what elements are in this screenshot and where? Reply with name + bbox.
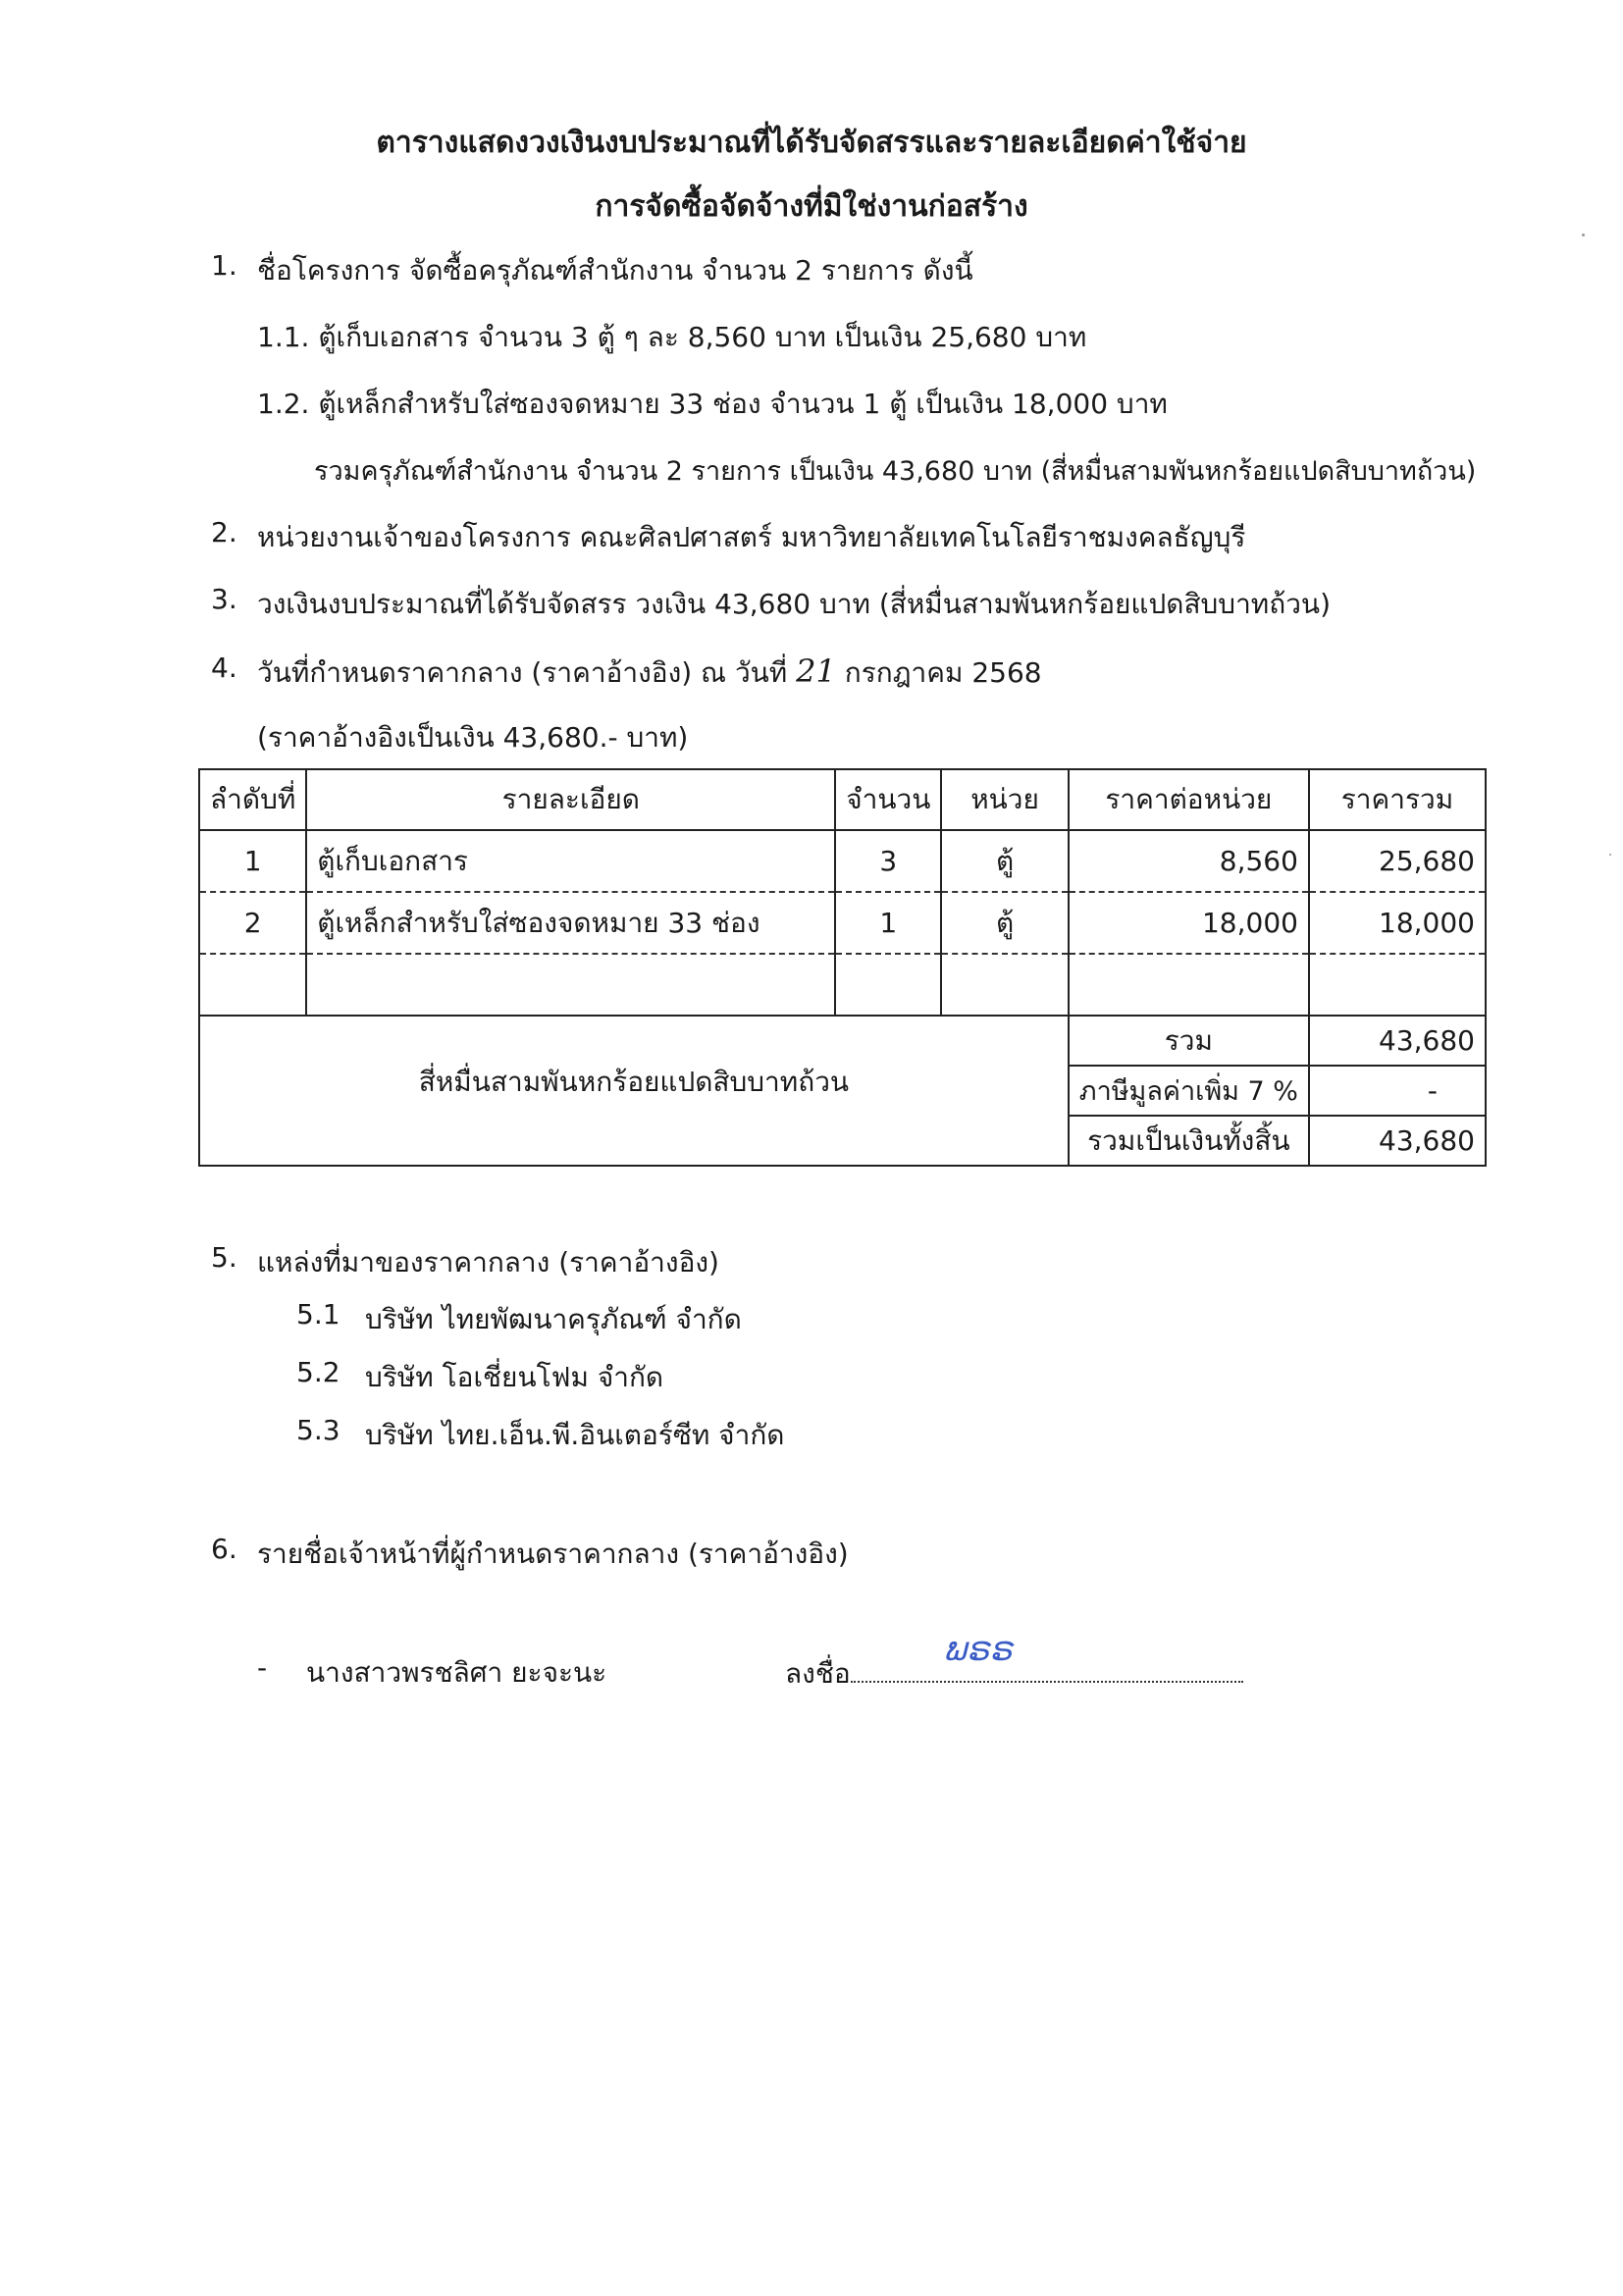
row-unit: ตู้ bbox=[941, 892, 1068, 954]
source-no: 5.1 bbox=[296, 1298, 340, 1331]
row-no: 2 bbox=[199, 892, 306, 954]
section3-number: 3. bbox=[211, 583, 237, 615]
subtotal-label: รวม bbox=[1069, 1016, 1309, 1066]
sign-label: ลงชื่อ bbox=[785, 1657, 851, 1690]
row-total: 18,000 bbox=[1309, 892, 1486, 954]
header-unit-price: ราคาต่อหน่วย bbox=[1069, 769, 1309, 830]
section4-text-before: วันที่กำหนดราคากลาง (ราคาอ้างอิง) ณ วันที่ bbox=[257, 656, 797, 689]
official-bullet: - bbox=[257, 1651, 268, 1684]
source-no: 5.3 bbox=[296, 1414, 340, 1446]
section5-text: แหล่งที่มาของราคากลาง (ราคาอ้างอิง) bbox=[257, 1246, 719, 1278]
scan-speck bbox=[1582, 234, 1585, 236]
source-name: บริษัท ไทย.เอ็น.พี.อินเตอร์ซีท จำกัด bbox=[365, 1419, 785, 1451]
subtotal-value: 43,680 bbox=[1309, 1016, 1486, 1066]
section4-text bbox=[257, 652, 1042, 695]
header-no: ลำดับที่ bbox=[199, 769, 306, 830]
vat-label: ภาษีมูลค่าเพิ่ม 7 % bbox=[1069, 1066, 1309, 1116]
signature-block bbox=[785, 1630, 1243, 1696]
section3-text: วงเงินงบประมาณที่ได้รับจัดสรร วงเงิน 43,680 บาท (สี่หมื่นสามพันหกร้อยแปดสิบบาทถ้วน) bbox=[257, 588, 1331, 620]
section4-text-after: กรกฎาคม 2568 bbox=[835, 656, 1042, 689]
section4-reference: (ราคาอ้างอิงเป็นเงิน 43,680.- บาท) bbox=[257, 721, 689, 754]
empty-cell bbox=[306, 954, 835, 1016]
table-header-row bbox=[199, 769, 1486, 830]
section1-item2: 1.2. ตู้เหล็กสำหรับใส่ซองจดหมาย 33 ช่อง จำนวน 1 ตู้ เป็นเงิน 18,000 บาท bbox=[257, 388, 1168, 420]
header-total: ราคารวม bbox=[1309, 769, 1486, 830]
row-qty: 3 bbox=[835, 830, 941, 892]
row-detail: ตู้เก็บเอกสาร bbox=[306, 830, 835, 892]
section4-number: 4. bbox=[211, 652, 237, 684]
table-row bbox=[199, 892, 1486, 954]
row-no: 1 bbox=[199, 830, 306, 892]
section5-number: 5. bbox=[211, 1241, 237, 1274]
subtotal-row bbox=[199, 1016, 1486, 1066]
source-name: บริษัท ไทยพัฒนาครุภัณฑ์ จำกัด bbox=[365, 1303, 742, 1335]
price-table bbox=[198, 768, 1487, 1167]
section6-text: รายชื่อเจ้าหน้าที่ผู้กำหนดราคากลาง (ราคาอ้างอิง) bbox=[257, 1538, 849, 1570]
source-name: บริษัท โอเชี่ยนโฟม จำกัด bbox=[365, 1361, 664, 1393]
table-row-empty bbox=[199, 954, 1486, 1016]
section2-number: 2. bbox=[211, 516, 237, 548]
section1-summary: รวมครุภัณฑ์สำนักงาน จำนวน 2 รายการ เป็นเงิน 43,680 บาท (สี่หมื่นสามพันหกร้อยแปดสิบบาทถ้วน) bbox=[314, 456, 1477, 487]
grand-total-label: รวมเป็นเงินทั้งสิ้น bbox=[1069, 1116, 1309, 1166]
row-detail: ตู้เหล็กสำหรับใส่ซองจดหมาย 33 ช่อง bbox=[306, 892, 835, 954]
row-unit: ตู้ bbox=[941, 830, 1068, 892]
table-row bbox=[199, 830, 1486, 892]
header-qty: จำนวน bbox=[835, 769, 941, 830]
handwritten-signature: ພຣຣ bbox=[943, 1630, 1013, 1669]
header-unit: หน่วย bbox=[941, 769, 1068, 830]
document-title-line1: ตารางแสดงวงเงินงบประมาณที่ได้รับจัดสรรและรายละเอียดค่าใช้จ่าย bbox=[376, 126, 1247, 160]
grand-total-value: 43,680 bbox=[1309, 1116, 1486, 1166]
empty-cell bbox=[941, 954, 1068, 1016]
section4-day: 21 bbox=[796, 652, 836, 690]
signature-line bbox=[851, 1630, 1243, 1683]
section1-number: 1. bbox=[211, 249, 237, 282]
section2-text: หน่วยงานเจ้าของโครงการ คณะศิลปศาสตร์ มหาวิทยาลัยเทคโนโลยีราชมงคลธัญบุรี bbox=[257, 521, 1246, 553]
section6-number: 6. bbox=[211, 1533, 237, 1565]
empty-cell bbox=[835, 954, 941, 1016]
empty-cell bbox=[1069, 954, 1309, 1016]
empty-cell bbox=[199, 954, 306, 1016]
header-detail: รายละเอียด bbox=[306, 769, 835, 830]
section1-item1: 1.1. ตู้เก็บเอกสาร จำนวน 3 ตู้ ๆ ละ 8,560 บาท เป็นเงิน 25,680 บาท bbox=[257, 321, 1087, 353]
vat-value: - bbox=[1309, 1066, 1486, 1116]
source-no: 5.2 bbox=[296, 1356, 340, 1388]
row-unit-price: 8,560 bbox=[1069, 830, 1309, 892]
row-total: 25,680 bbox=[1309, 830, 1486, 892]
official-name: นางสาวพรชลิศา ยะจะนะ bbox=[306, 1656, 607, 1689]
scan-speck bbox=[1609, 854, 1611, 856]
row-qty: 1 bbox=[835, 892, 941, 954]
section1-text: ชื่อโครงการ จัดซื้อครุภัณฑ์สำนักงาน จำนวน 2 รายการ ดังนี้ bbox=[257, 254, 973, 287]
document-title-line2: การจัดซื้อจัดจ้างที่มิใช่งานก่อสร้าง bbox=[595, 189, 1028, 224]
empty-cell bbox=[1309, 954, 1486, 1016]
row-unit-price: 18,000 bbox=[1069, 892, 1309, 954]
amount-in-words: สี่หมื่นสามพันหกร้อยแปดสิบบาทถ้วน bbox=[199, 1016, 1069, 1166]
